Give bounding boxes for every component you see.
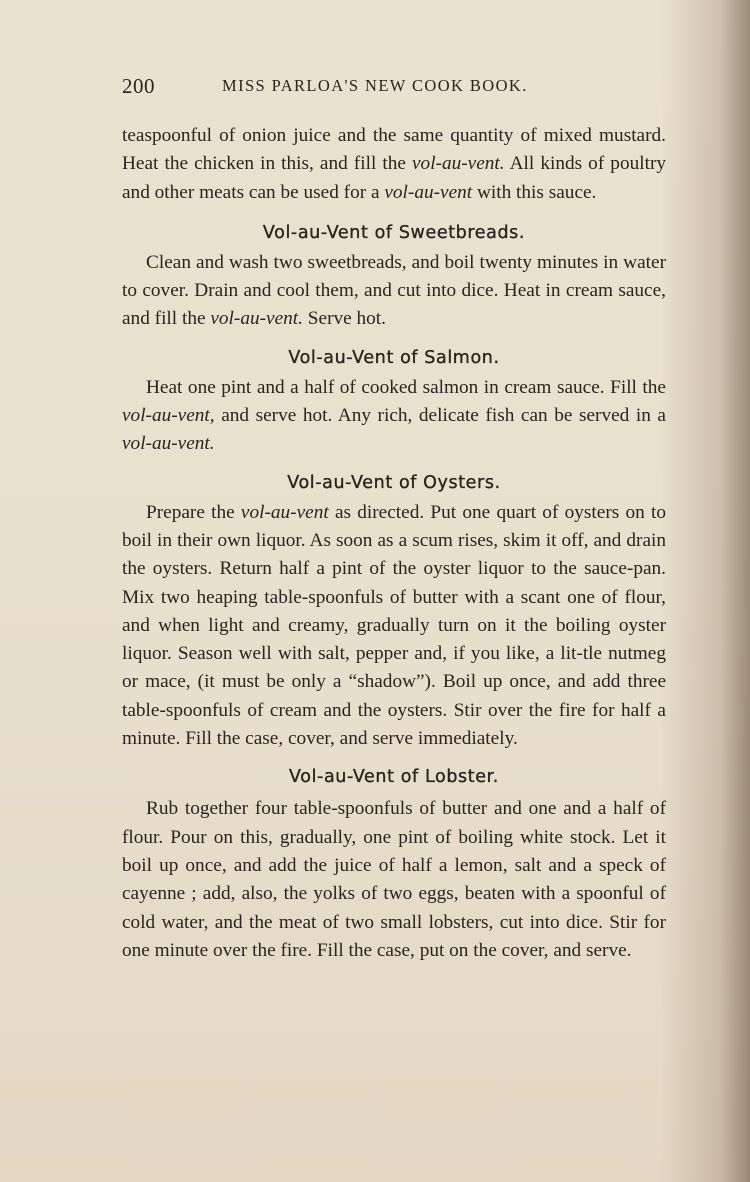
heading-salmon: Vol-au-Vent of Salmon. [288,347,500,368]
salmon-italic-1: vol-au-vent, [122,405,215,427]
intro-text-3: with this sauce. [472,181,597,203]
heading-lobster: Vol-au-Vent of Lobster. [289,767,499,788]
page-body [122,122,666,965]
salmon-paragraph [122,374,666,459]
lobster-paragraph: Rub together four table-spoonfuls of butter and one and a half of flour. Pour on this, gradually, one pint of boiling white stock. Let it boil up once, and add the juice of half a lemon, salt and a speck of cayenne ; add, also, the yolks of two eggs, beaten with a spoonful of cold water, and the meat of two small lobsters, cut into dice. Stir for one minute over the fire. Fill the case, put on the cover, and serve. [122,798,666,961]
intro-text-1: teaspoonful of onion juice and the same quantity of mixed mustard. Heat the chicken in this, and fill the [122,125,666,175]
salmon-text-2: and serve hot. Any rich, delicate fish can be served in a [214,405,666,427]
oysters-text-2: as directed. Put one quart of oysters on to boil in their own liquor. As soon as a scum rises, skim it off, and drain the oysters. Return half a pint of the oyster liquor to the sauce-pan. Mix two heaping table-spoonfuls of butter with a scant one of flour, and when light and creamy, gradually turn on it the boiling oyster liquor. Season well with salt, pepper and, if you like, a lit-tle nutmeg or mace, (it must be only a “shadow”). Boil up once, and add three table-spoonfuls of cream and the oysters. Stir over the fire for half a minute. Fill the case, cover, and serve immediately. [122,501,666,750]
intro-italic-2: vol-au-vent [384,181,473,203]
sweetbreads-italic-1: vol-au-vent. [210,308,303,330]
intro-text-2: All kinds of poultry and other meats can be used for a [122,153,667,203]
running-title: MISS PARLOA'S NEW COOK BOOK. [222,76,528,95]
salmon-italic-2: vol-au-vent. [122,433,215,455]
sweetbreads-text-1: Clean and wash two sweetbreads, and boil twenty minutes in water to cover. Drain and cool them, and cut into dice. Heat in cream sauce, and fill the [122,251,666,330]
page-header [122,74,667,100]
oysters-paragraph [122,499,666,754]
page-number: 200 [122,74,155,98]
intro-paragraph [122,122,666,207]
oysters-text-1: Prepare the [146,501,241,523]
intro-italic-1: vol-au-vent. [412,153,505,175]
heading-oysters: Vol-au-Vent of Oysters. [287,472,501,493]
salmon-text-1: Heat one pint and a half of cooked salmon in cream sauce. Fill the [146,376,666,398]
sweetbreads-paragraph [122,249,666,334]
heading-sweetbreads: Vol-au-Vent of Sweetbreads. [262,222,526,243]
sweetbreads-text-2: Serve hot. [302,308,386,330]
oysters-italic-1: vol-au-vent [240,501,329,523]
